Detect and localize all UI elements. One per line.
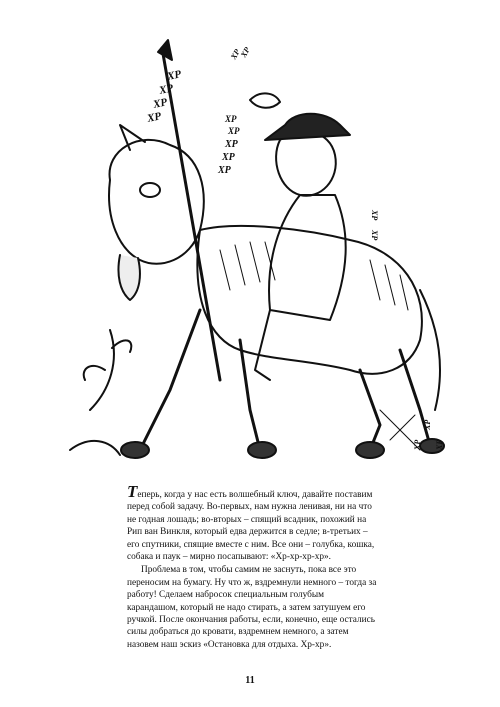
lance-tip bbox=[158, 40, 172, 60]
grass bbox=[70, 441, 120, 455]
svg-text:ХР: ХР bbox=[228, 47, 242, 61]
svg-text:ХР: ХР bbox=[225, 114, 237, 124]
svg-text:ХР: ХР bbox=[158, 82, 175, 97]
svg-text:ХР: ХР bbox=[152, 96, 169, 111]
svg-text:ХР: ХР bbox=[218, 165, 231, 176]
rider-hat bbox=[265, 114, 350, 140]
sleeping-rider-illustration bbox=[50, 30, 450, 470]
horse-tail bbox=[420, 290, 440, 410]
horse-back-leg-left bbox=[360, 370, 380, 450]
body-text bbox=[127, 482, 377, 651]
svg-text:ХР: ХР bbox=[370, 230, 379, 241]
paragraph-1-text: еперь, когда у нас есть волшебный ключ, давайте поставим перед собой задачу. Во-первых, нам нужна ленивая, ни на что не годная лошадь; во-вторых – спящий всадник, похожий на Рип ван Винкля, который едва держится в седле; в-третьих – его спутники, спящие вместе с ним. Все они – голубка, кошка, собака и паук – мирно посапывают: «Хр-хр-хр-хр». bbox=[127, 490, 375, 563]
horse-ear bbox=[120, 125, 145, 150]
rider-coat bbox=[269, 195, 346, 320]
svg-text:ХР: ХР bbox=[146, 110, 163, 125]
rider-head bbox=[276, 132, 336, 196]
svg-text:ХР: ХР bbox=[423, 419, 432, 430]
drop-cap: Т bbox=[127, 482, 138, 501]
paragraph-1 bbox=[127, 482, 377, 563]
horse-body bbox=[197, 226, 422, 374]
ink-drawing bbox=[50, 30, 450, 470]
svg-text:ХР: ХР bbox=[413, 439, 422, 450]
horse-front-leg-right bbox=[240, 340, 260, 450]
svg-text:ХР: ХР bbox=[222, 152, 235, 163]
paragraph-2: Проблема в том, чтобы самим не заснуть, пока все это переносим на бумагу. Ну что ж, вздремнули немного – тогда за работу! Сделаем набросок специальным голубым карандашом, который не надо стирать, а затем затушуем его ручкой. После окончания работы, если, конечно, еще остались силы добраться до кровати, вздремнем немного, а затем назовем наш эскиз «Остановка для отдыха. Хр-хр». bbox=[127, 565, 377, 650]
rider-leg bbox=[255, 310, 270, 380]
svg-text:ХР: ХР bbox=[166, 68, 183, 83]
dove bbox=[250, 93, 280, 107]
horse-front-leg-left bbox=[140, 310, 200, 450]
svg-text:ХР: ХР bbox=[370, 210, 379, 221]
horse-tongue bbox=[118, 255, 139, 300]
vine bbox=[84, 330, 132, 410]
svg-text:ХР: ХР bbox=[238, 45, 252, 59]
page-number: 11 bbox=[245, 675, 255, 686]
svg-text:ХР: ХР bbox=[435, 439, 444, 450]
svg-text:ХР: ХР bbox=[228, 126, 240, 136]
horse-eye bbox=[140, 183, 160, 197]
svg-text:ХР: ХР bbox=[225, 139, 238, 150]
